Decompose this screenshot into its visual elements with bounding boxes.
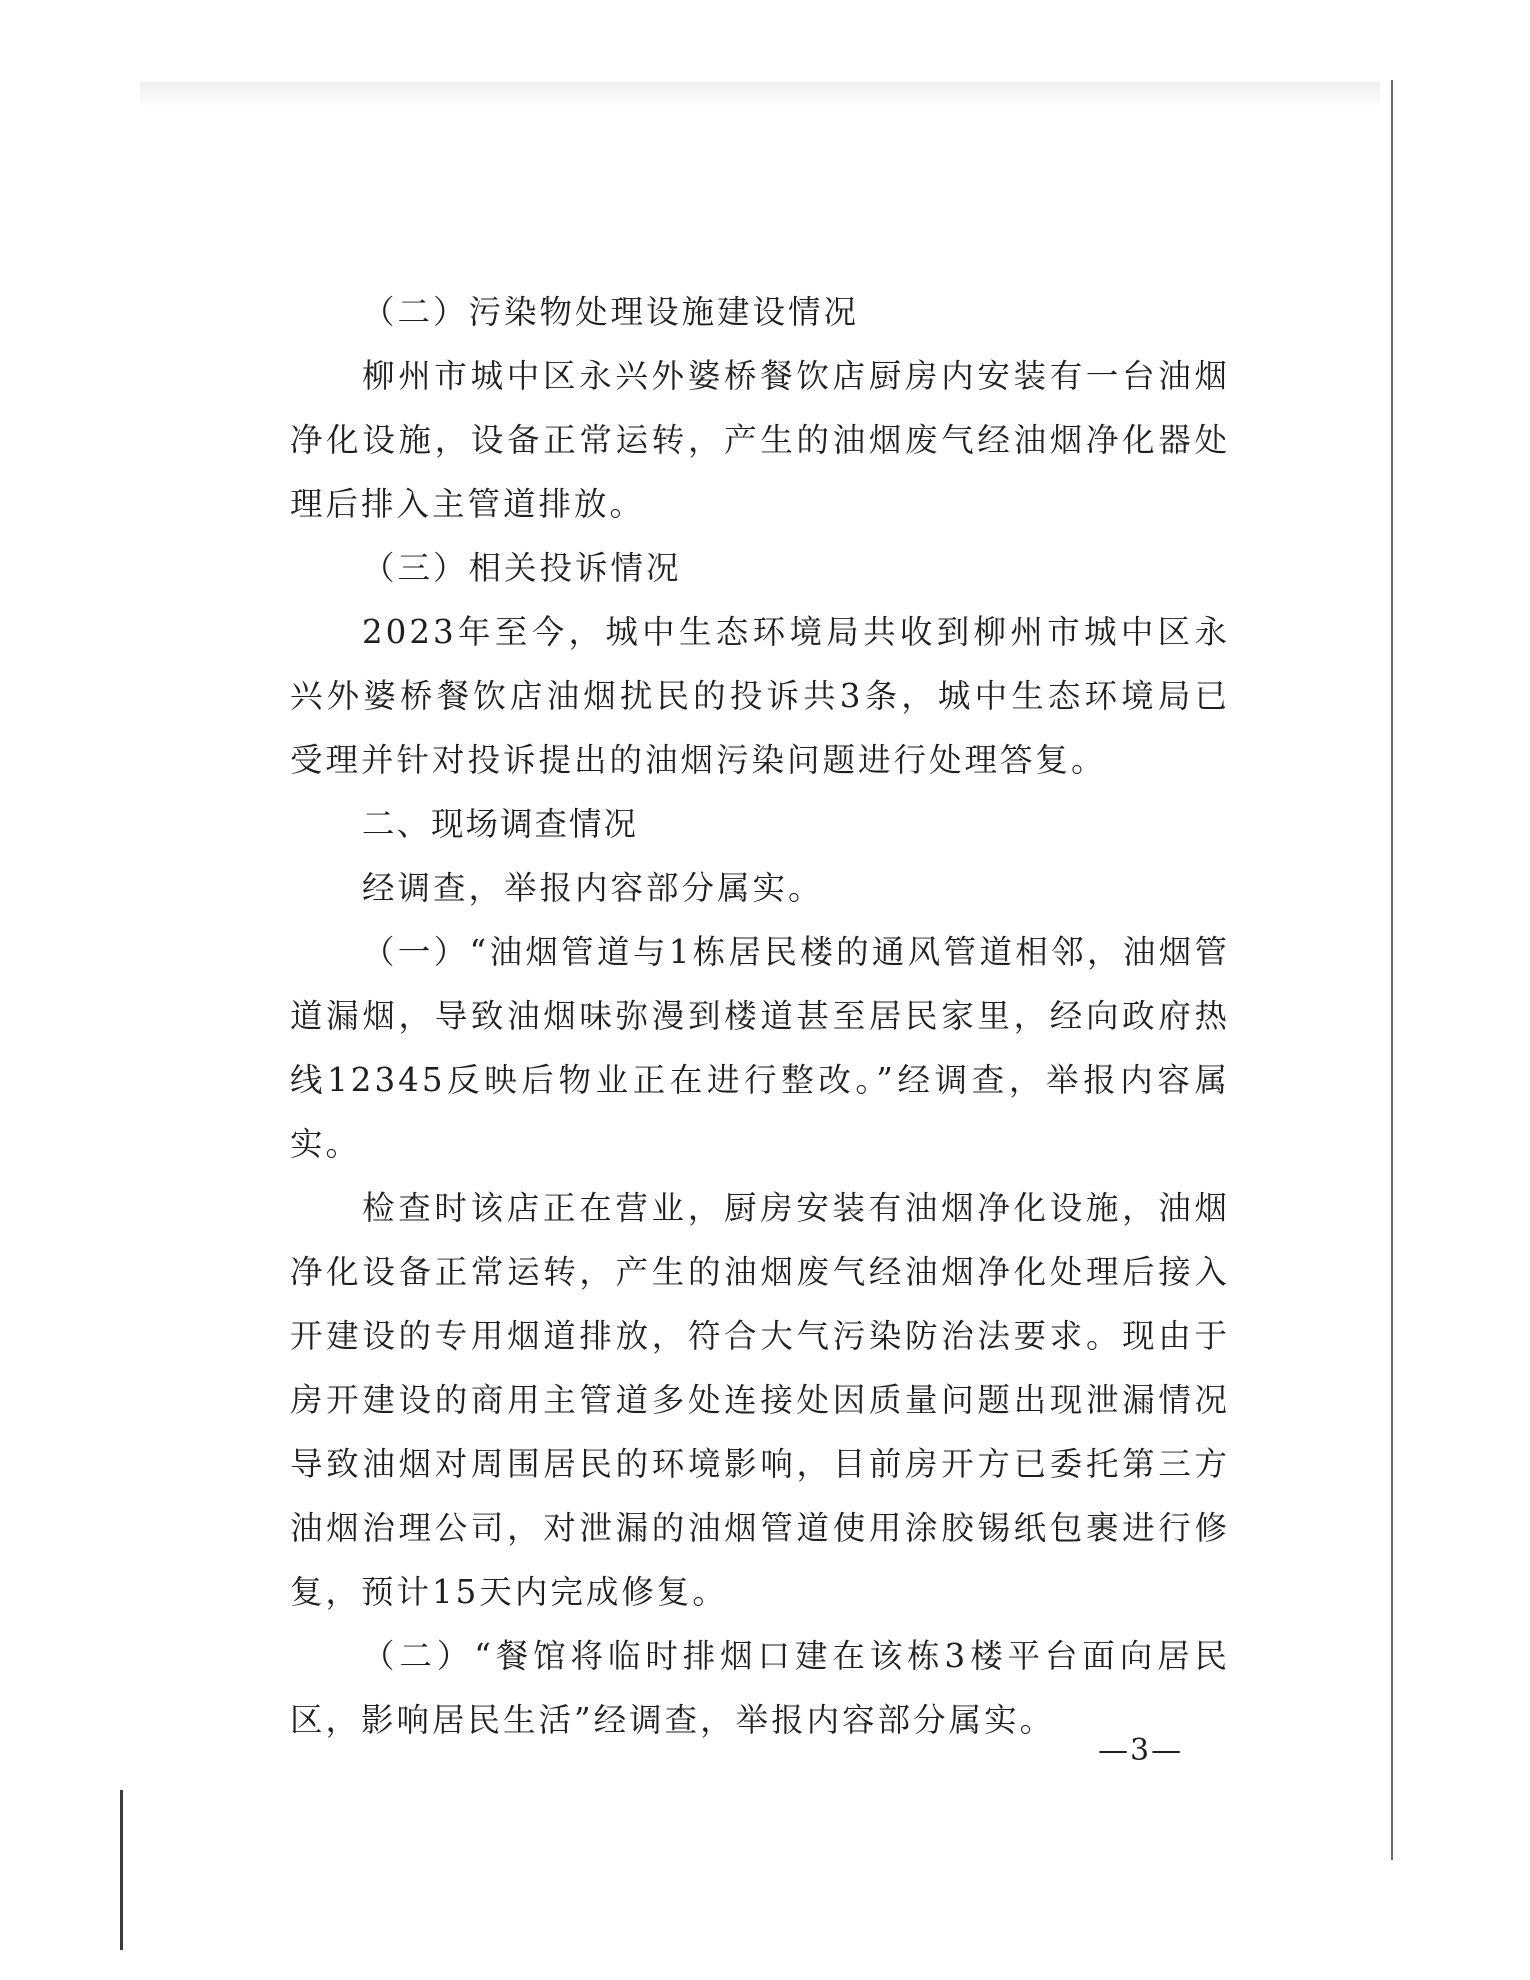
subheading-complaints: （三）相关投诉情况 [362,549,682,587]
paragraph-complaints: 2023年至今，城中生态环境局共收到柳州市城中区永兴外婆桥餐饮店油烟扰民的投诉共3条，城中生态环境局已受理并针对投诉提出的油烟污染问题进行处理答复。 [290,613,1230,779]
subheading-pollution-facilities: （二）污染物处理设施建设情况 [362,293,860,331]
page-number: —3— [1098,1733,1184,1768]
scan-shadow [140,82,1380,108]
paragraph-investigation-summary: 经调查，举报内容部分属实。 [362,869,824,907]
document-body [290,280,1230,1752]
paragraph-facilities: 柳州市城中区永兴外婆桥餐饮店厨房内安装有一台油烟净化设施，设备正常运转，产生的油烟废气经油烟净化器处理后排入主管道排放。 [290,357,1230,523]
paragraph-item-two: （二）“餐馆将临时排烟口建在该栋3楼平台面向居民区，影响居民生活”经调查，举报内容部分属实。 [290,1637,1230,1739]
paragraph-inspection-details: 检查时该店正在营业，厨房安装有油烟净化设施，油烟净化设备正常运转，产生的油烟废气经油烟净化处理后接入开建设的专用烟道排放，符合大气污染防治法要求。现由于房开建设的商用主管道多处连接处因质量问题出现泄漏情况导致油烟对周围居民的环境影响，目前房开方已委托第三方油烟治理公司，对泄漏的油烟管道使用涂胶锡纸包裹进行修复，预计15天内完成修复。 [290,1189,1230,1611]
section-heading-site-investigation: 二、现场调查情况 [362,805,639,843]
page-edge-left [120,1790,123,1950]
page-edge-right [1391,80,1393,1860]
paragraph-item-one: （一）“油烟管道与1栋居民楼的通风管道相邻，油烟管道漏烟，导致油烟味弥漫到楼道甚至居民家里，经向政府热线12345反映后物业正在进行整改。”经调查，举报内容属实。 [290,933,1230,1163]
